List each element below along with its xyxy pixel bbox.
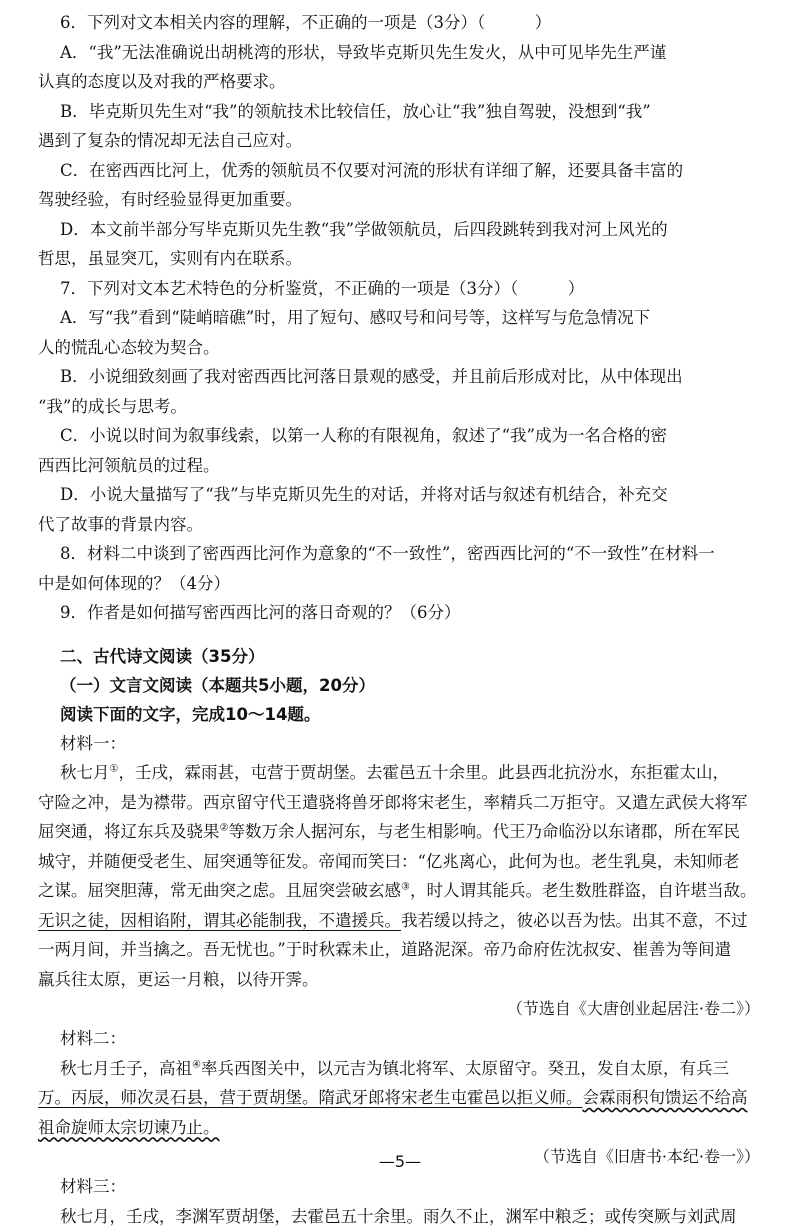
q8-line-1: 8．材料二中谈到了密西西比河作为意象的“不一致性”，密西西比河的“不一致性”在材料一	[38, 539, 766, 569]
footnote-marker: ③	[401, 882, 410, 893]
text-span: 等数万余人据河东，与老生相影响。代王乃命临汾以东诸郡，所在军民	[228, 822, 740, 841]
text-span: 之谋。屈突胆薄，常无曲突之虑。且屈突尝破玄感	[38, 881, 401, 900]
text-span: ，时人谓其能兵。老生数胜群盗，自许堪当敌。	[410, 881, 757, 900]
q7-stem: 7．下列对文本艺术特色的分析鉴赏，不正确的一项是（3分）（ ）	[38, 274, 766, 304]
q8-line-2: 中是如何体现的？（4分）	[38, 569, 766, 599]
q7-option-b-cont: “我”的成长与思考。	[38, 392, 766, 422]
material-1-line	[38, 817, 766, 847]
subsection-title: （一）文言文阅读（本题共5小题，20分）	[38, 671, 766, 700]
text-span: 率兵西图关中，以元吉为镇北将军、太原留守。癸丑，发自太原，有兵三	[201, 1059, 729, 1078]
q7-option-a-cont: 人的慌乱心态较为契合。	[38, 333, 766, 363]
underlined-sentence: 无识之徒，因相谄附，谓其必能制我，不遣援兵。	[38, 911, 401, 930]
material-1-line	[38, 758, 766, 788]
q6-option-d-cont: 哲思，虽显突兀，实则有内在联系。	[38, 244, 766, 274]
footnote-marker: ①	[110, 764, 119, 775]
underlined-sentence: 万。丙辰，师次灵石县，营于贾胡堡。隋武牙郎将宋老生屯霍邑以拒义师。	[38, 1088, 583, 1107]
page-number: —5—	[0, 1152, 800, 1171]
text-span: 秋七月壬子，高祖	[60, 1059, 192, 1078]
wavy-underlined-sentence: 会霖雨积旬馈运不给高	[583, 1088, 748, 1107]
q7-option-a: A．写“我”看到“陡峭暗礁”时，用了短句、感叹号和问号等，这样写与危急情况下	[38, 303, 766, 333]
material-2-line	[38, 1113, 766, 1143]
material-1-line: 守险之冲，是为襟带。西京留守代王遣骁将兽牙郎将宋老生，率精兵二万拒守。又遣左武侯大将军	[38, 788, 766, 818]
q7-option-c: C．小说以时间为叙事线索，以第一人称的有限视角，叙述了“我”成为一名合格的密	[38, 421, 766, 451]
q6-option-b-cont: 遇到了复杂的情况却无法自己应对。	[38, 126, 766, 156]
footnote-marker: ④	[192, 1059, 201, 1070]
q7-option-b: B．小说细致刻画了我对密西西比河落日景观的感受，并且前后形成对比，从中体现出	[38, 362, 766, 392]
material-1-line: 羸兵往太原，更运一月粮，以待开霁。	[38, 965, 766, 995]
q6-option-c: C．在密西西比河上，优秀的领航员不仅要对河流的形状有详细了解，还要具备丰富的	[38, 156, 766, 186]
text-span: 屈突通，将辽东兵及骁果	[38, 822, 220, 841]
text-span: 秋七月	[60, 763, 110, 782]
question-7	[38, 274, 766, 540]
material-1-line	[38, 906, 766, 936]
material-1-line: 城守，并随便受老生、屈突通等征发。帝闻而笑曰：“亿兆离心，此何为也。老生乳臭，未知师老	[38, 847, 766, 877]
question-9: 9．作者是如何描写密西西比河的落日奇观的？（6分）	[38, 598, 766, 628]
material-2	[38, 1024, 766, 1172]
q7-option-d-cont: 代了故事的背景内容。	[38, 510, 766, 540]
material-2-label: 材料二：	[38, 1024, 766, 1054]
material-3-line: 秋七月，壬戌，李渊军贾胡堡，去霍邑五十余里。雨久不止，渊军中粮乏；或传突厥与刘武周	[38, 1202, 766, 1231]
material-2-line	[38, 1054, 766, 1084]
material-1-label: 材料一：	[38, 729, 766, 759]
footnote-marker: ②	[220, 823, 229, 834]
material-1	[38, 729, 766, 1025]
material-1-line: 一两月间，并当擒之。吾无忧也。”于时秋霖未止，道路泥深。帝乃命府佐沈叔安、崔善为等间遣	[38, 935, 766, 965]
q7-option-c-cont: 西西比河领航员的过程。	[38, 451, 766, 481]
q6-option-a-cont: 认真的态度以及对我的严格要求。	[38, 67, 766, 97]
q6-option-b: B．毕克斯贝先生对“我”的领航技术比较信任，放心让“我”独自驾驶，没想到“我”	[38, 97, 766, 127]
q6-option-c-cont: 驾驶经验，有时经验显得更加重要。	[38, 185, 766, 215]
reading-instruction: 阅读下面的文字，完成10～14题。	[38, 700, 766, 729]
text-span: ，壬戌，霖雨甚，屯营于贾胡堡。去霍邑五十余里。此县西北抗汾水，东拒霍太山，	[118, 763, 729, 782]
text-span: 我若缓以持之，彼必以吾为怯。出其不意，不过	[401, 911, 748, 930]
material-1-source: （节选自《大唐创业起居注·卷二》）	[38, 994, 766, 1024]
q7-option-d: D．小说大量描写了“我”与毕克斯贝先生的对话，并将对话与叙述有机结合，补充交	[38, 480, 766, 510]
material-2-line	[38, 1083, 766, 1113]
material-3-label: 材料三：	[38, 1172, 766, 1202]
material-1-line	[38, 876, 766, 906]
material-3	[38, 1172, 766, 1231]
question-8	[38, 539, 766, 598]
wavy-underlined-sentence: 祖命旋师太宗切谏乃止。	[38, 1118, 220, 1137]
q6-option-d: D．本文前半部分写毕克斯贝先生教“我”学做领航员，后四段跳转到我对河上风光的	[38, 215, 766, 245]
q6-stem: 6．下列对文本相关内容的理解，不正确的一项是（3分）（ ）	[38, 8, 766, 38]
q6-option-a: A．“我”无法准确说出胡桃湾的形状，导致毕克斯贝先生发火，从中可见毕先生严谨	[38, 38, 766, 68]
section-title: 二、古代诗文阅读（35分）	[38, 642, 766, 671]
question-6	[38, 8, 766, 274]
material-2-source: （节选自《旧唐书·本纪·卷一》）	[38, 1142, 766, 1172]
